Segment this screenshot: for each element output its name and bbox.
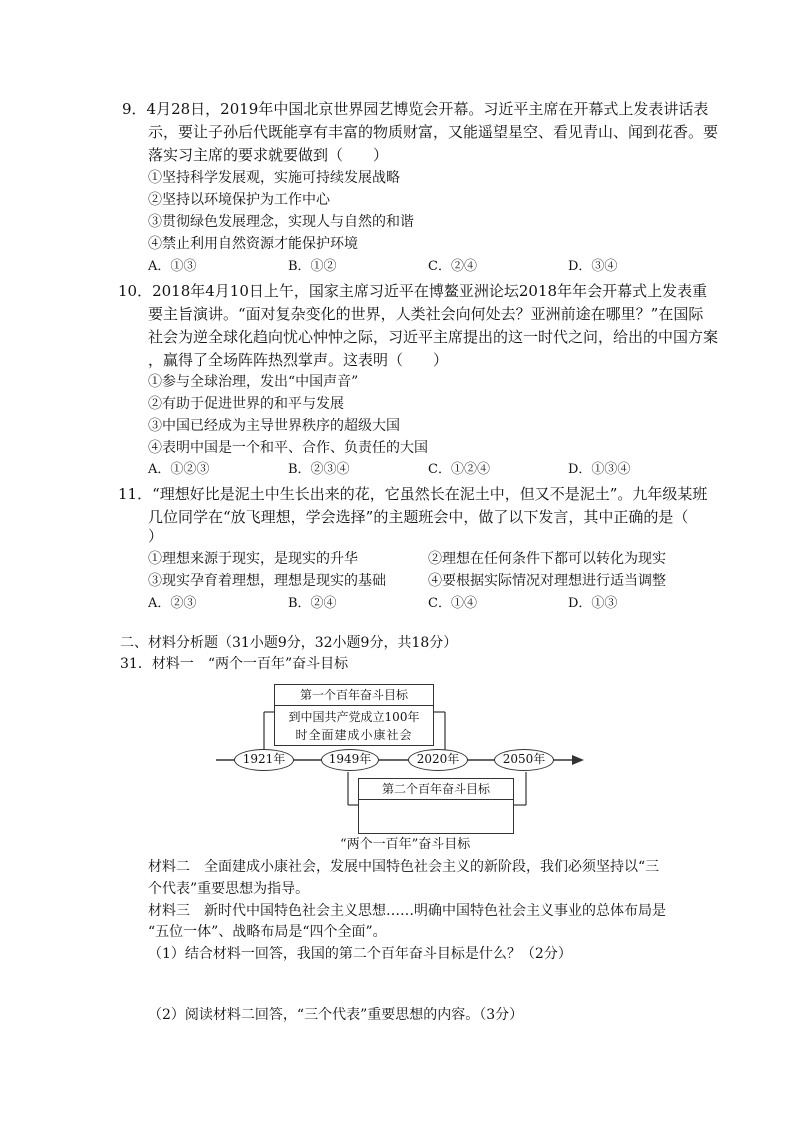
first-goal-box — [274, 684, 434, 746]
q10-stem-line-3: 社会为逆全球化趋向忧心忡忡之际，习近平主席提出的这一时代之问，给出的中国方案 — [148, 328, 719, 346]
q31-material-2-line-1: 材料二 全面建成小康社会，发展中国特色社会主义的新阶段，我们必须坚持以“三 — [148, 859, 660, 875]
q11-option-d: D．①③ — [568, 596, 618, 611]
q11-option-b: B．②④ — [288, 596, 337, 611]
q9-stem-line-1: 9．4月28日，2019年中国北京世界园艺博览会开幕。习近平主席在开幕式上发表讲话表 — [122, 100, 709, 118]
q10-statement-3: ③中国已经成为主导世界秩序的超级大国 — [148, 418, 400, 434]
q10-option-c: C．①②④ — [428, 462, 490, 477]
q11-stem-line-3: ） — [148, 527, 164, 545]
q10-stem-line-1: 10．2018年4月10日上午，国家主席习近平在博鳌亚洲论坛2018年年会开幕式上发表重 — [118, 282, 708, 300]
q9-stem-line-2: 示，要让子孙后代既能享有丰富的物质财富，又能遥望星空、看见青山、闻到花香。要 — [148, 123, 719, 141]
q10-option-d: D．①③④ — [568, 462, 631, 477]
q10-statement-2: ②有助于促进世界的和平与发展 — [148, 396, 344, 412]
q11-option-a: A．②③ — [148, 596, 197, 611]
q10-option-b: B．②③④ — [288, 462, 350, 477]
timeline-arrow-icon — [572, 755, 584, 765]
section-2-heading: 二、材料分析题（31小题9分，32小题9分，共18分） — [120, 635, 458, 651]
q31-subquestion-1: （1）结合材料一回答，我国的第二个百年奋斗目标是什么？（2分） — [148, 946, 572, 962]
q10-stem-line-2: 要主旨演讲。“面对复杂变化的世界，人类社会向何处去？亚洲前途在哪里？”在国际 — [148, 305, 704, 323]
q10-stem-line-4: ，赢得了全场阵阵热烈掌声。这表明（ ） — [148, 351, 449, 369]
year-2020: 2020年 — [408, 749, 468, 771]
q9-statement-1: ①坚持科学发展观，实施可持续发展战略 — [148, 170, 400, 186]
q9-statement-2: ②坚持以环境保护为工作中心 — [148, 192, 330, 208]
q11-option-c: C．①④ — [428, 596, 477, 611]
q10-statement-4: ④表明中国是一个和平、合作、负责任的大国 — [148, 440, 428, 456]
q9-option-c: C．②④ — [428, 259, 477, 274]
first-goal-text-line-1: 到中国共产党成立100年 — [288, 710, 420, 724]
q10-option-a: A．①②③ — [148, 462, 210, 477]
q11-statement-4: ④要根据实际情况对理想进行适当调整 — [428, 573, 666, 589]
first-goal-text-line-2: 时全面建成小康社会 — [295, 728, 413, 742]
q11-statement-1: ①理想来源于现实，是现实的升华 — [148, 551, 358, 567]
year-1949: 1949年 — [321, 749, 379, 771]
diagram-caption: “两个一百年”奋斗目标 — [340, 837, 471, 852]
first-goal-title: 第一个百年奋斗目标 — [275, 685, 433, 706]
q11-statement-2: ②理想在任何条件下都可以转化为现实 — [428, 551, 666, 567]
q9-option-a: A．①③ — [148, 259, 197, 274]
q9-option-b: B．①② — [288, 259, 337, 274]
q31-subquestion-2: （2）阅读材料二回答，“三个代表”重要思想的内容。（3分） — [148, 1007, 524, 1023]
second-goal-box — [358, 778, 514, 834]
q11-stem-line-2: 几位同学在“放飞理想，学会选择”的主题班会中，做了以下发言，其中正确的是（ — [148, 508, 689, 526]
q31-material-2-line-2: 个代表”重要思想为指导。 — [148, 881, 310, 897]
q10-statement-1: ①参与全球治理，发出“中国声音” — [148, 374, 359, 390]
q31-material-3-line-1: 材料三 新时代中国特色社会主义思想……明确中国特色社会主义事业的总体布局是 — [148, 903, 666, 919]
q9-statement-3: ③贯彻绿色发展理念，实现人与自然的和谐 — [148, 214, 414, 230]
second-goal-title: 第二个百年奋斗目标 — [359, 779, 513, 800]
q31-material-1-label: 31．材料一 “两个一百年”奋斗目标 — [120, 656, 349, 672]
q31-material-3-line-2: “五位一体”、战略布局是“四个全面”。 — [148, 924, 387, 940]
year-1921: 1921年 — [234, 749, 294, 771]
year-2050: 2050年 — [494, 749, 554, 771]
q9-option-d: D．③④ — [568, 259, 618, 274]
q11-stem-line-1: 11．“理想好比是泥土中生长出来的花，它虽然长在泥土中，但又不是泥土”。九年级某班 — [118, 485, 708, 503]
q9-statement-4: ④禁止利用自然资源才能保护环境 — [148, 236, 358, 252]
q11-statement-3: ③现实孕育着理想，理想是现实的基础 — [148, 573, 386, 589]
q9-stem-line-3: 落实习主席的要求就要做到（ ） — [148, 146, 389, 164]
